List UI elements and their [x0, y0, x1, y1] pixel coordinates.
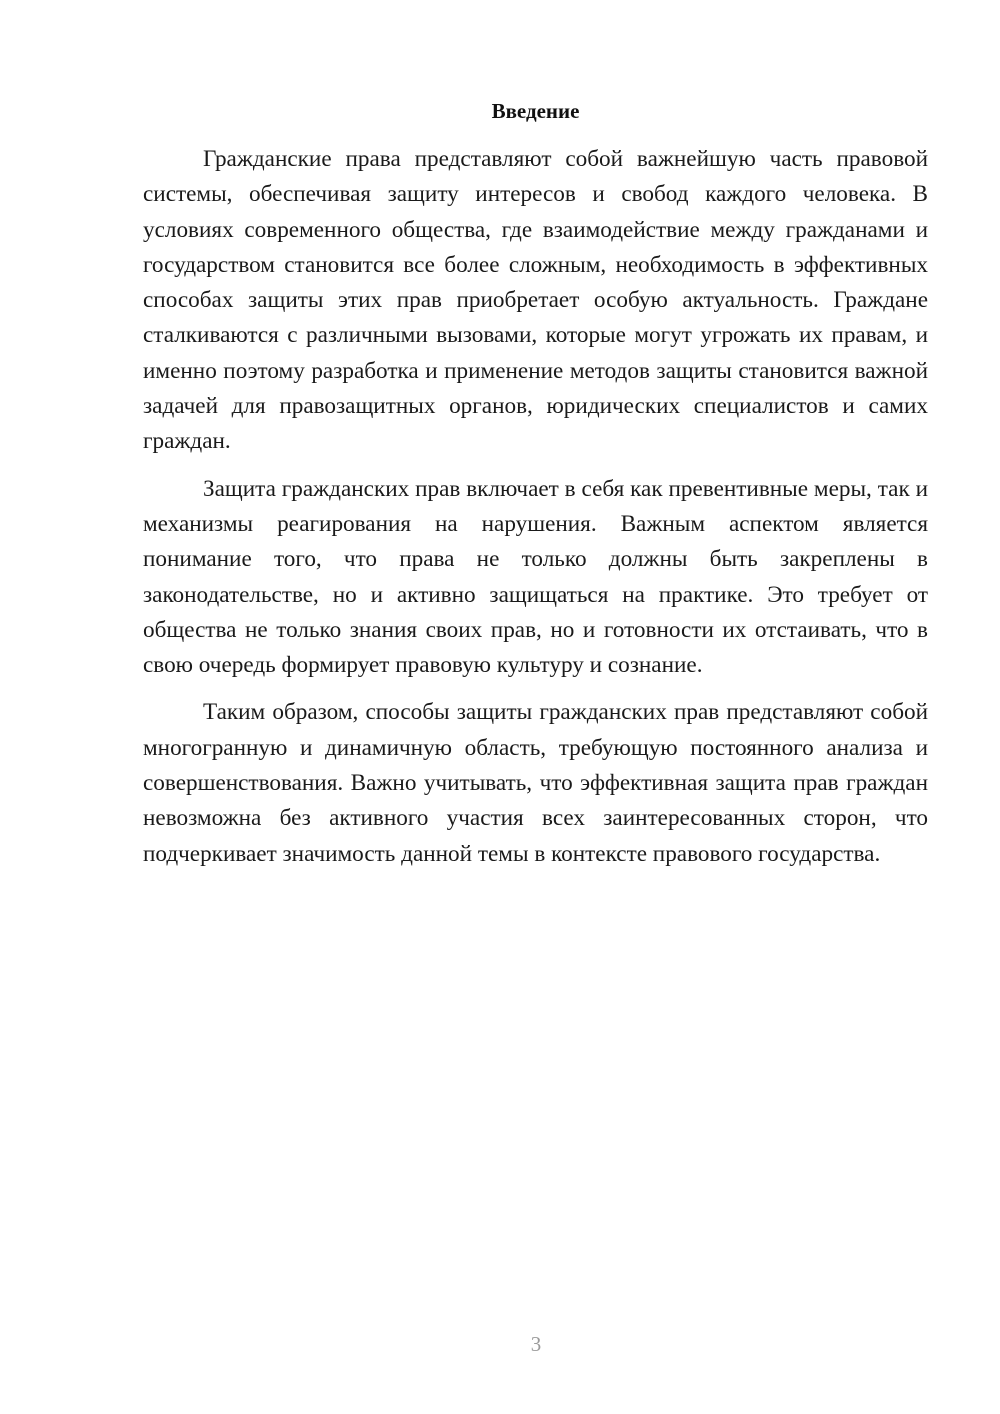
- paragraph-1: Гражданские права представляют собой важнейшую часть правовой системы, обеспечивая защиту интересов и свобод каждого человека. В условиях современного общества, где взаимодействие между гражданами и государством становится все более сложным, необходимость в эффективных способах защиты этих прав приобретает особую актуальность. Граждане сталкиваются с различными вызовами, которые могут угрожать их правам, и именно поэтому разработка и применение методов защиты становится важной задачей для правозащитных органов, юридических специалистов и самих граждан.: [143, 146, 928, 455]
- page-heading: Введение: [491, 99, 580, 123]
- paragraph-2: Защита гражданских прав включает в себя как превентивные меры, так и механизмы реагирования на нарушения. Важным аспектом является понимание того, что права не только должны быть закреплены в законодательстве, но и активно защищаться на практике. Это требует от общества не только знания своих прав, но и готовности их отстаивать, что в свою очередь формирует правовую культуру и сознание.: [143, 475, 928, 679]
- page-number: 3: [530, 1332, 542, 1356]
- paragraph-3: Таким образом, способы защиты гражданских прав представляют собой многогранную и динамичную область, требующую постоянного анализа и совершенствования. Важно учитывать, что эффективная защита прав граждан невозможна без активного участия всех заинтересованных сторон, что подчеркивает значимость данной темы в контексте правового государства.: [143, 699, 928, 867]
- body-text: [143, 142, 928, 884]
